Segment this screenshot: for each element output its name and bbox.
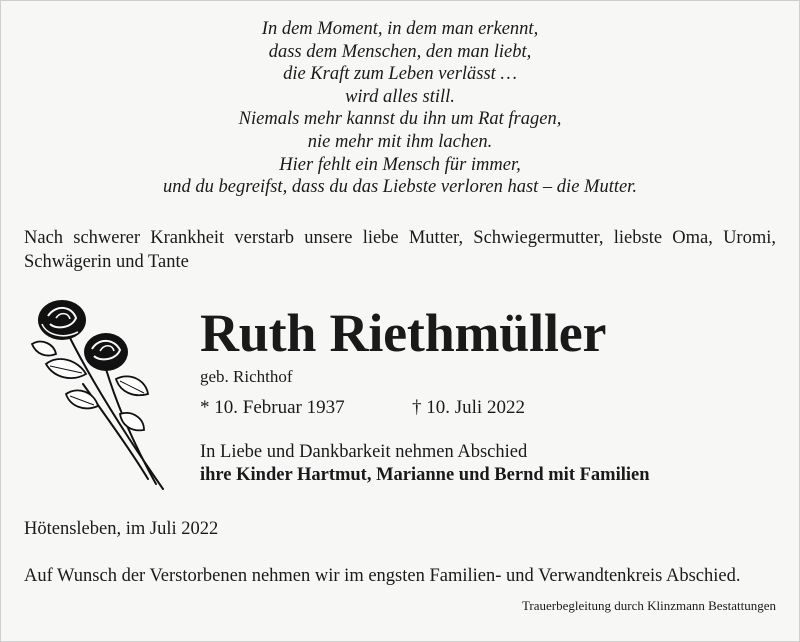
farewell-line: In Liebe und Dankbarkeit nehmen Abschied (200, 442, 528, 462)
intro-text: Nach schwerer Krankheit verstarb unsere liebe Mutter, Schwiegermutter, liebste Oma, Uromi, Schwägerin und Tante (24, 228, 776, 272)
family-names: ihre Kinder Hartmut, Marianne und Bernd mit Familien (200, 465, 650, 485)
poem-line: dass dem Menschen, den man liebt, (268, 41, 532, 62)
poem-line: nie mehr mit ihm lachen. (307, 131, 493, 152)
farewell-block (200, 441, 649, 487)
poem-line: Niemals mehr kannst du ihn um Rat fragen, (238, 109, 562, 130)
poem-line: wird alles still. (345, 86, 455, 107)
poem-line: In dem Moment, in dem man erkennt, (261, 19, 539, 39)
undertaker-credit: Trauerbegleitung durch Klinzmann Bestattungen (521, 598, 776, 613)
place-date: Hötensleben, im Juli 2022 (24, 519, 219, 539)
wish-text: Auf Wunsch der Verstorbenen nehmen wir im engsten Familien- und Verwandtenkreis Abschied. (24, 566, 741, 586)
birth-name: geb. Richthof (200, 367, 293, 386)
poem-line: die Kraft zum Leben verlässt … (283, 64, 517, 85)
roses-icon (28, 294, 178, 494)
birth-date: * 10. Februar 1937 (200, 397, 345, 418)
poem-line: Hier fehlt ein Mensch für immer, (279, 154, 521, 175)
poem-line: und du begreifst, dass du das Liebste verloren hast – die Mutter. (163, 177, 637, 198)
deceased-name: Ruth Riethmüller (200, 303, 607, 363)
death-date: † 10. Juli 2022 (412, 397, 525, 418)
poem (0, 18, 800, 199)
